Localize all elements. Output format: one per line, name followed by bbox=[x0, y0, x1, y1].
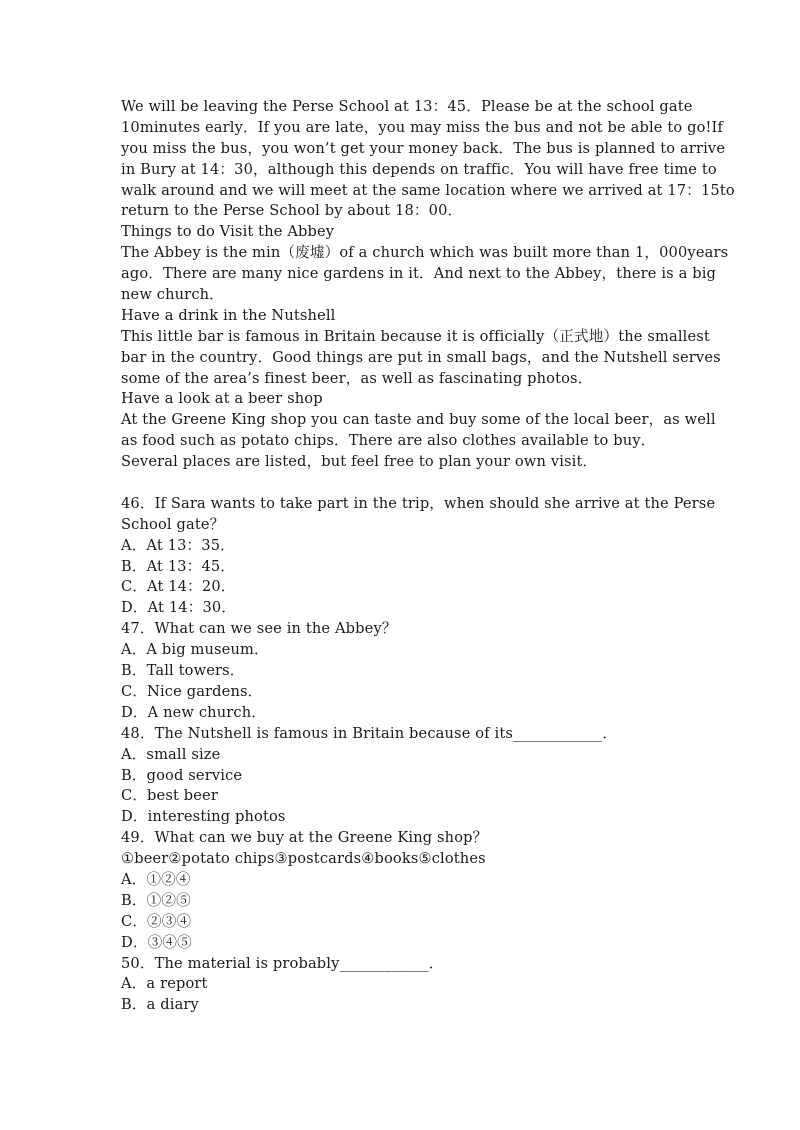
blank-line bbox=[121, 473, 686, 494]
passage-line: bar in the country．Good things are put in small bags，and the Nutshell serves bbox=[121, 348, 721, 366]
answer-option-a: A．A big museum． bbox=[121, 641, 269, 659]
answer-option-d: D．③④⑤ bbox=[121, 933, 192, 951]
passage-line: in Bury at 14：30，although this depends on traffic．You will have free time to bbox=[121, 160, 717, 178]
beer-shop-paragraph bbox=[121, 410, 716, 473]
passage-line: ago．There are many nice gardens in it．And next to the Abbey，there is a big bbox=[121, 265, 717, 283]
question-48 bbox=[121, 724, 686, 828]
nutshell-paragraph bbox=[121, 327, 721, 390]
answer-option-c: C．best beer bbox=[121, 787, 218, 805]
answer-option-c: C．At 14：20． bbox=[121, 578, 236, 596]
question-stem: 49．What can we buy at the Greene King shop？ bbox=[121, 829, 488, 847]
answer-option-b: B．good service bbox=[121, 766, 243, 784]
answer-option-b: B．①②⑤ bbox=[121, 891, 191, 909]
section-heading-abbey: Things to do Visit the Abbey bbox=[121, 223, 335, 241]
question-stem: School gate？ bbox=[121, 515, 225, 533]
passage-line: At the Greene King shop you can taste and buy some of the local beer，as well bbox=[121, 411, 716, 429]
answer-option-b: B．a diary bbox=[121, 996, 199, 1014]
question-stem: 47．What can we see in the Abbey？ bbox=[121, 620, 397, 638]
passage-line: some of the area’s finest beer，as well as fascinating photos． bbox=[121, 369, 593, 387]
section-heading-beer-shop: Have a look at a beer shop bbox=[121, 390, 323, 408]
passage-line: Several places are listed，but feel free to plan your own visit． bbox=[121, 453, 598, 471]
passage-line: The Abbey is the min（废墟）of a church which was built more than 1，000years bbox=[121, 244, 729, 262]
question-items: ①beer②potato chips③postcards④books⑤clothes bbox=[121, 850, 486, 868]
passage-line: 10minutes early．If you are late，you may miss the bus and not be able to go!If bbox=[121, 118, 724, 136]
answer-option-b: B．Tall towers． bbox=[121, 662, 245, 680]
document-body bbox=[121, 97, 735, 1016]
passage-line: We will be leaving the Perse School at 13：45．Please be at the school gate bbox=[121, 98, 693, 115]
answer-option-a: A．a report bbox=[121, 975, 208, 993]
question-49 bbox=[121, 828, 686, 953]
passage-line: return to the Perse School by about 18：00． bbox=[121, 202, 463, 220]
passage-line: as food such as potato chips．There are also clothes available to buy． bbox=[121, 432, 656, 450]
answer-option-d: D．A new church． bbox=[121, 703, 267, 721]
answer-option-b: B．At 13：45． bbox=[121, 557, 236, 575]
passage-line: This little bar is famous in Britain because it is officially（正式地）the smallest bbox=[121, 327, 710, 345]
section-heading-nutshell: Have a drink in the Nutshell bbox=[121, 306, 336, 324]
answer-option-a: A．At 13：35． bbox=[121, 536, 235, 554]
answer-option-d: D．interesting photos bbox=[121, 808, 286, 826]
question-50 bbox=[121, 954, 686, 1017]
passage-line: walk around and we will meet at the same location where we arrived at 17：15to bbox=[121, 181, 735, 199]
answer-option-c: C．②③④ bbox=[121, 912, 192, 930]
question-46 bbox=[121, 494, 716, 619]
passage-line: new church． bbox=[121, 286, 224, 304]
abbey-paragraph bbox=[121, 243, 729, 306]
answer-option-a: A．small size bbox=[121, 745, 221, 763]
answer-option-d: D．At 14：30． bbox=[121, 599, 237, 617]
question-stem: 50．The material is probably____________． bbox=[121, 954, 444, 972]
passage-intro bbox=[121, 97, 735, 222]
answer-option-c: C．Nice gardens． bbox=[121, 682, 263, 700]
question-stem: 48．The Nutshell is famous in Britain because of its____________． bbox=[121, 724, 618, 742]
question-stem: 46．If Sara wants to take part in the trip，when should she arrive at the Perse bbox=[121, 494, 716, 512]
answer-option-a: A．①②④ bbox=[121, 870, 191, 888]
passage-line: you miss the bus，you won’t get your money back．The bus is planned to arrive bbox=[121, 139, 726, 157]
question-47 bbox=[121, 619, 686, 723]
